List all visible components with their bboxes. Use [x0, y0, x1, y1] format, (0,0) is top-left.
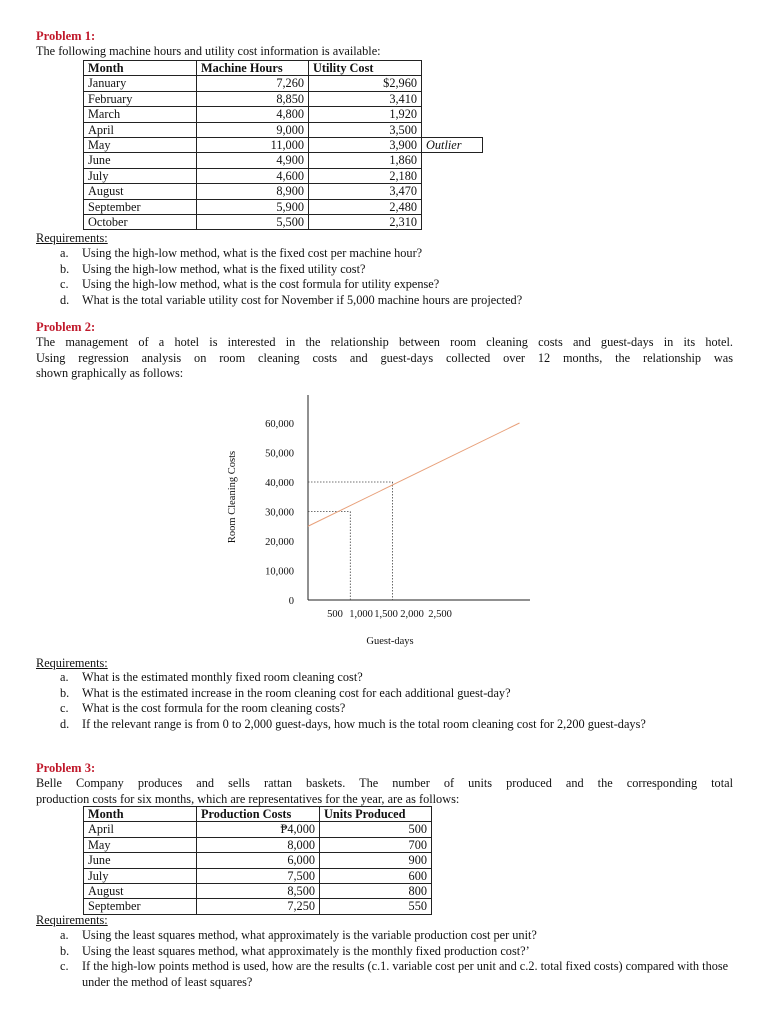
note-cell	[422, 107, 483, 122]
requirement-item	[36, 686, 733, 702]
problem3-req-label: Requirements:	[36, 913, 108, 927]
requirement-letter: b.	[60, 685, 70, 700]
note-cell	[422, 91, 483, 106]
units-produced-cell: 800	[320, 884, 432, 899]
problem1-req-label: Requirements:	[36, 231, 108, 245]
note-cell	[422, 184, 483, 199]
utility-cost-cell: 2,310	[309, 215, 422, 230]
problem1-table	[83, 60, 483, 230]
note-cell: Outlier	[422, 138, 483, 153]
units-produced-cell: 550	[320, 899, 432, 914]
requirement-text: Using the high-low method, what is the fixed cost per machine hour?	[82, 246, 423, 260]
units-produced-cell: 600	[320, 868, 432, 883]
header-month: Month	[84, 807, 197, 822]
problem2-intro	[36, 335, 733, 382]
units-produced-cell: 700	[320, 837, 432, 852]
problem2-req-label: Requirements:	[36, 656, 108, 670]
requirement-letter: d.	[60, 716, 70, 731]
month-cell: March	[84, 107, 197, 122]
table-row	[84, 184, 483, 199]
requirement-text: If the high-low points method is used, how are the results (c.1. variable cost per unit and c.2. total fixed costs) compared with those under the method of least squares?	[82, 959, 729, 989]
machine-hours-cell: 11,000	[197, 138, 309, 153]
requirement-item	[36, 959, 733, 990]
utility-cost-cell: 1,860	[309, 153, 422, 168]
month-cell: January	[84, 76, 197, 91]
table-row	[84, 138, 483, 153]
units-produced-cell: 900	[320, 853, 432, 868]
table-row	[84, 853, 432, 868]
machine-hours-cell: 7,260	[197, 76, 309, 91]
y-tick-label: 0	[288, 596, 294, 607]
requirement-item	[36, 670, 733, 686]
utility-cost-cell: 1,920	[309, 107, 422, 122]
table-row	[84, 122, 483, 137]
month-cell: August	[84, 184, 197, 199]
problem3-intro	[36, 776, 733, 807]
table-row	[84, 837, 432, 852]
month-cell: September	[84, 899, 197, 914]
regression-line	[308, 423, 520, 526]
month-cell: May	[84, 837, 197, 852]
x-tick-label: 500	[327, 609, 343, 620]
production-cost-cell: 8,000	[197, 837, 320, 852]
requirement-letter: c.	[60, 277, 69, 291]
machine-hours-cell: 8,900	[197, 184, 309, 199]
requirement-letter: c.	[60, 959, 69, 973]
requirement-item	[36, 277, 736, 293]
problem2-intro-line: shown graphically as follows:	[36, 366, 184, 380]
table-row	[84, 168, 483, 183]
machine-hours-cell: 4,800	[197, 107, 309, 122]
requirement-letter: a.	[60, 928, 69, 942]
requirement-letter: a.	[60, 246, 69, 260]
table-row	[84, 822, 432, 837]
requirement-item	[36, 701, 733, 717]
production-cost-cell: 6,000	[197, 853, 320, 868]
y-tick-label: 30,000	[265, 507, 294, 519]
month-cell: April	[84, 822, 197, 837]
requirement-item	[36, 262, 736, 278]
requirement-text: Using the high-low method, what is the cost formula for utility expense?	[82, 277, 440, 291]
requirement-text: What is the estimated monthly fixed room cleaning cost?	[82, 670, 363, 684]
problem3-requirements	[36, 928, 733, 990]
header-production-costs: Production Costs	[197, 807, 320, 822]
table-row	[84, 153, 483, 168]
header-machine-hours: Machine Hours	[197, 61, 309, 76]
x-tick-label: 1,000	[349, 609, 373, 620]
machine-hours-cell: 4,900	[197, 153, 309, 168]
table-row	[84, 76, 483, 91]
problem1-title: Problem 1:	[36, 29, 96, 43]
month-cell: August	[84, 884, 197, 899]
requirement-item	[36, 246, 736, 262]
requirement-letter: b.	[60, 261, 70, 276]
y-tick-label: 10,000	[265, 566, 294, 578]
month-cell: July	[84, 868, 197, 883]
utility-cost-cell: $2,960	[309, 76, 422, 91]
table-row	[84, 91, 483, 106]
problem2-requirements	[36, 670, 733, 732]
table-row	[84, 884, 432, 899]
machine-hours-cell: 5,500	[197, 215, 309, 230]
production-cost-cell: 7,500	[197, 868, 320, 883]
month-cell: October	[84, 215, 197, 230]
requirement-letter: c.	[60, 701, 69, 715]
production-cost-cell: 8,500	[197, 884, 320, 899]
problem3-title: Problem 3:	[36, 761, 96, 775]
requirement-text: If the relevant range is from 0 to 2,000 guest-days, how much is the total room cleaning cost for 2,200 guest-days?	[82, 716, 646, 731]
requirement-text: What is the estimated increase in the room cleaning cost for each additional guest-day?	[82, 685, 511, 700]
requirement-text: Using the high-low method, what is the fixed utility cost?	[82, 261, 366, 276]
machine-hours-cell: 9,000	[197, 122, 309, 137]
table-row	[84, 199, 483, 214]
month-cell: May	[84, 138, 197, 153]
month-cell: September	[84, 199, 197, 214]
table-row	[84, 868, 432, 883]
problem1-intro: The following machine hours and utility cost information is available:	[36, 44, 381, 58]
x-tick-label: 2,000	[400, 609, 424, 620]
y-tick-label: 50,000	[265, 448, 294, 460]
problem3-intro-line: production costs for six months, which are representatives for the year, are as follows:	[36, 791, 460, 806]
x-tick-label: 2,500	[428, 609, 452, 620]
utility-cost-cell: 2,180	[309, 168, 422, 183]
regression-chart	[200, 385, 540, 655]
month-cell: July	[84, 168, 197, 183]
production-cost-cell: ₱4,000	[197, 822, 320, 837]
utility-cost-cell: 3,470	[309, 184, 422, 199]
table-row	[84, 107, 483, 122]
requirement-text: What is the total variable utility cost for November if 5,000 machine hours are projected?	[82, 292, 523, 307]
problem3-table	[83, 806, 432, 915]
utility-cost-cell: 3,500	[309, 122, 422, 137]
note-cell	[422, 76, 483, 91]
production-cost-cell: 7,250	[197, 899, 320, 914]
y-tick-label: 40,000	[265, 478, 294, 489]
month-cell: June	[84, 153, 197, 168]
problem3-intro-line: Belle Company produces and sells rattan baskets. The number of units produced and the corresponding total	[36, 776, 733, 790]
y-tick-label: 20,000	[265, 537, 294, 548]
note-cell	[422, 122, 483, 137]
requirement-letter: d.	[60, 292, 70, 307]
requirement-item	[36, 293, 736, 309]
y-tick-label: 60,000	[265, 419, 294, 430]
header-month: Month	[84, 61, 197, 76]
requirement-text: Using the least squares method, what approximately is the variable production cost per unit?	[82, 928, 537, 942]
machine-hours-cell: 8,850	[197, 91, 309, 106]
problem2-intro-line: The management of a hotel is interested in the relationship between room cleaning costs and guest-days in its hotel.	[36, 335, 733, 349]
units-produced-cell: 500	[320, 822, 432, 837]
requirement-text: What is the cost formula for the room cleaning costs?	[82, 701, 346, 715]
utility-cost-cell: 3,410	[309, 91, 422, 106]
requirement-item	[36, 717, 733, 733]
table-row	[84, 215, 483, 230]
note-cell	[422, 215, 483, 230]
month-cell: February	[84, 91, 197, 106]
y-axis-title: Room Cleaning Costs	[227, 450, 238, 544]
month-cell: April	[84, 122, 197, 137]
month-cell: June	[84, 853, 197, 868]
problem1-requirements	[36, 246, 736, 308]
requirement-letter: a.	[60, 670, 69, 684]
machine-hours-cell: 5,900	[197, 199, 309, 214]
x-tick-label: 1,500	[374, 609, 398, 620]
requirement-text: Using the least squares method, what approximately is the monthly fixed production cost?’	[82, 943, 530, 958]
header-utility-cost: Utility Cost	[309, 61, 422, 76]
note-cell	[422, 199, 483, 214]
requirement-item	[36, 944, 733, 960]
requirement-letter: b.	[60, 943, 70, 958]
utility-cost-cell: 3,900	[309, 138, 422, 153]
problem2-title: Problem 2:	[36, 320, 96, 334]
header-units-produced: Units Produced	[320, 807, 432, 822]
table-row	[84, 899, 432, 914]
note-cell	[422, 168, 483, 183]
note-cell	[422, 153, 483, 168]
problem2-intro-line: Using regression analysis on room cleaning costs and guest-days collected over 12 months, the relationship was	[36, 350, 733, 365]
x-axis-title: Guest-days	[366, 636, 414, 647]
machine-hours-cell: 4,600	[197, 168, 309, 183]
requirement-item	[36, 928, 733, 944]
utility-cost-cell: 2,480	[309, 199, 422, 214]
